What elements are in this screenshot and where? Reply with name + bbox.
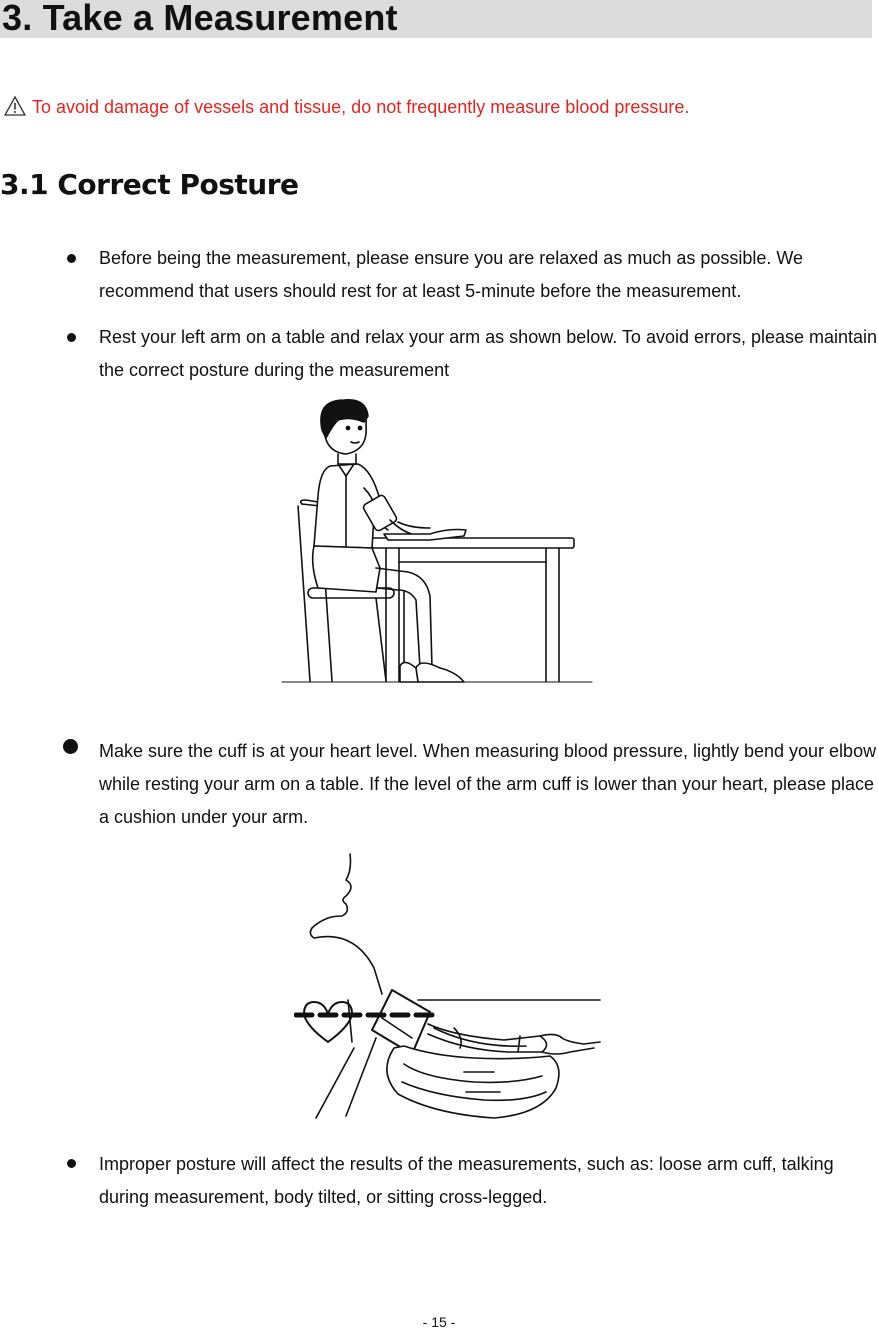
page-number: - 15 - (422, 1314, 456, 1330)
heart-level-illustration (294, 852, 606, 1124)
bullet-dot (63, 739, 78, 754)
section-heading: 3. Take a Measurement (2, 0, 398, 38)
warning-note (4, 96, 689, 118)
seated-posture-illustration (280, 396, 596, 686)
bullet-text-3: Make sure the cuff is at your heart level. When measuring blood pressure, lightly bend your elbow while resting your arm on a table. If the level of the arm cuff is lower than your heart, please place a cushion under your arm. (99, 741, 877, 827)
section-heading-band (0, 0, 872, 38)
warning-triangle-icon (4, 96, 26, 116)
warning-text: To avoid damage of vessels and tissue, do not frequently measure blood pressure. (32, 97, 690, 117)
subsection-heading: 3.1 Correct Posture (0, 168, 299, 201)
bullet-dot (67, 254, 76, 263)
bullet-text-4: Improper posture will affect the results of the measurements, such as: loose arm cuff, talking during measurement, body tilted, or sitting cross-legged. (99, 1154, 834, 1207)
bullet-text-1: Before being the measurement, please ensure you are relaxed as much as possible. We recommend that users should rest for at least 5-minute before the measurement. (99, 248, 804, 301)
bullet-dot (67, 333, 76, 342)
bullet-text-2: Rest your left arm on a table and relax your arm as shown below. To avoid errors, please maintain the correct posture during the measurement (99, 327, 878, 380)
bullet-dot (67, 1159, 76, 1168)
